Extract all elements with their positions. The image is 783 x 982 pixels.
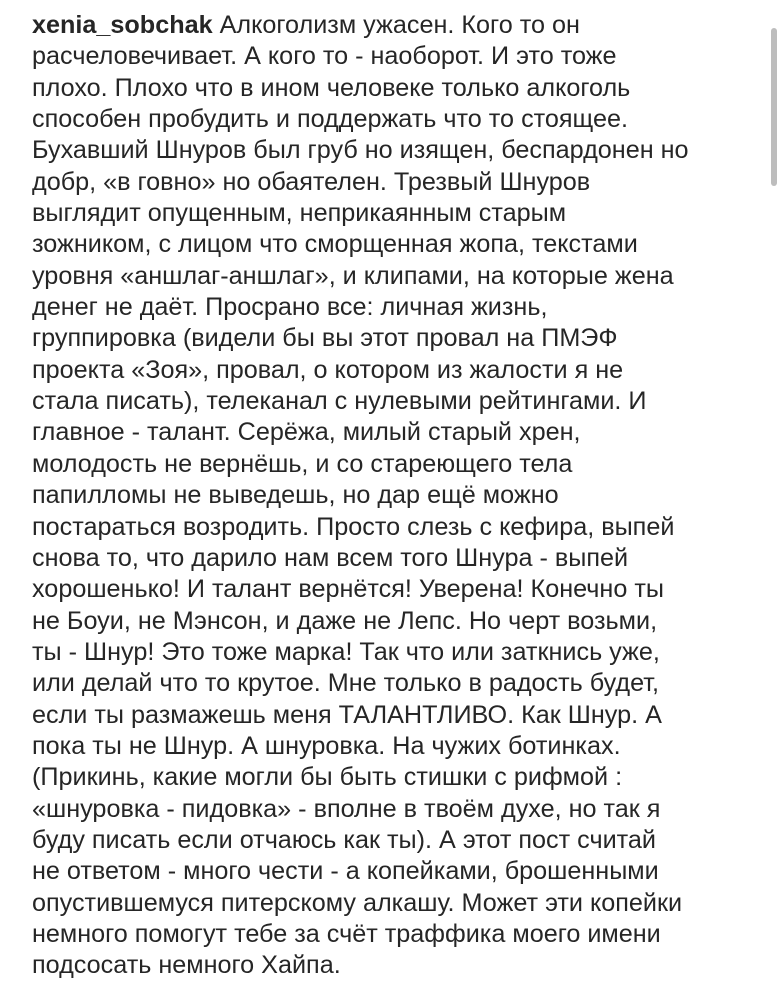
caption-text: Алкоголизм ужасен. Кого то он расчеловечивает. А кого то - наоборот. И это тоже плохо. Плохо что в ином человеке только алкоголь способен пробудить и поддержать что то стоящее. Бухавший Шнуров был груб но изящен, беспардонен но добр, «в говно» но обаятелен. Трезвый Шнуров выглядит опущенным, неприкаянным старым зожником, с лицом что сморщенная жопа, текстами уровня «аншлаг-аншлаг», и клипами, на которые жена денег не даёт. Просрано все: личная жизнь, группировка (видели бы вы этот провал на ПМЭФ проекта «Зоя», провал, о котором из жалости я не стала писать), телеканал с нулевыми рейтингами. И главное - талант. Серёжа, милый старый хрен, молодость не вернёшь, и со стареющего тела папилломы не выведешь, но дар ещё можно постараться возродить. Просто слезь с кефира, выпей снова то, что дарило нам всем того Шнура - выпей хорошенько! И талант вернётся! Уверена! Конечно ты не Боуи, не Мэнсон, и даже не Лепс. Но черт возьми, ты - Шнур! Это тоже марка! Так что или заткнись уже, или делай что то крутое. Мне только в радость будет, если ты размажешь меня ТАЛАНТЛИВО. Как Шнур. А пока ты не Шнур. А шнуровка. На чужих ботинках. (Прикинь, какие могли бы быть стишки с рифмой : «шнуровка - пидовка» - вполне в твоём духе, но так я буду писать если отчаюсь как ты). А этот пост считай не ответом - много чести - а копейками, брошенными опустившемуся питерскому алкашу. Может эти копейки немного помогут тебе за счёт траффика моего имени подсосать немного Хайпа. (32, 11, 689, 980)
scrollbar[interactable] (771, 28, 777, 186)
post-caption (32, 10, 770, 982)
username-link[interactable]: xenia_sobchak (32, 11, 213, 39)
